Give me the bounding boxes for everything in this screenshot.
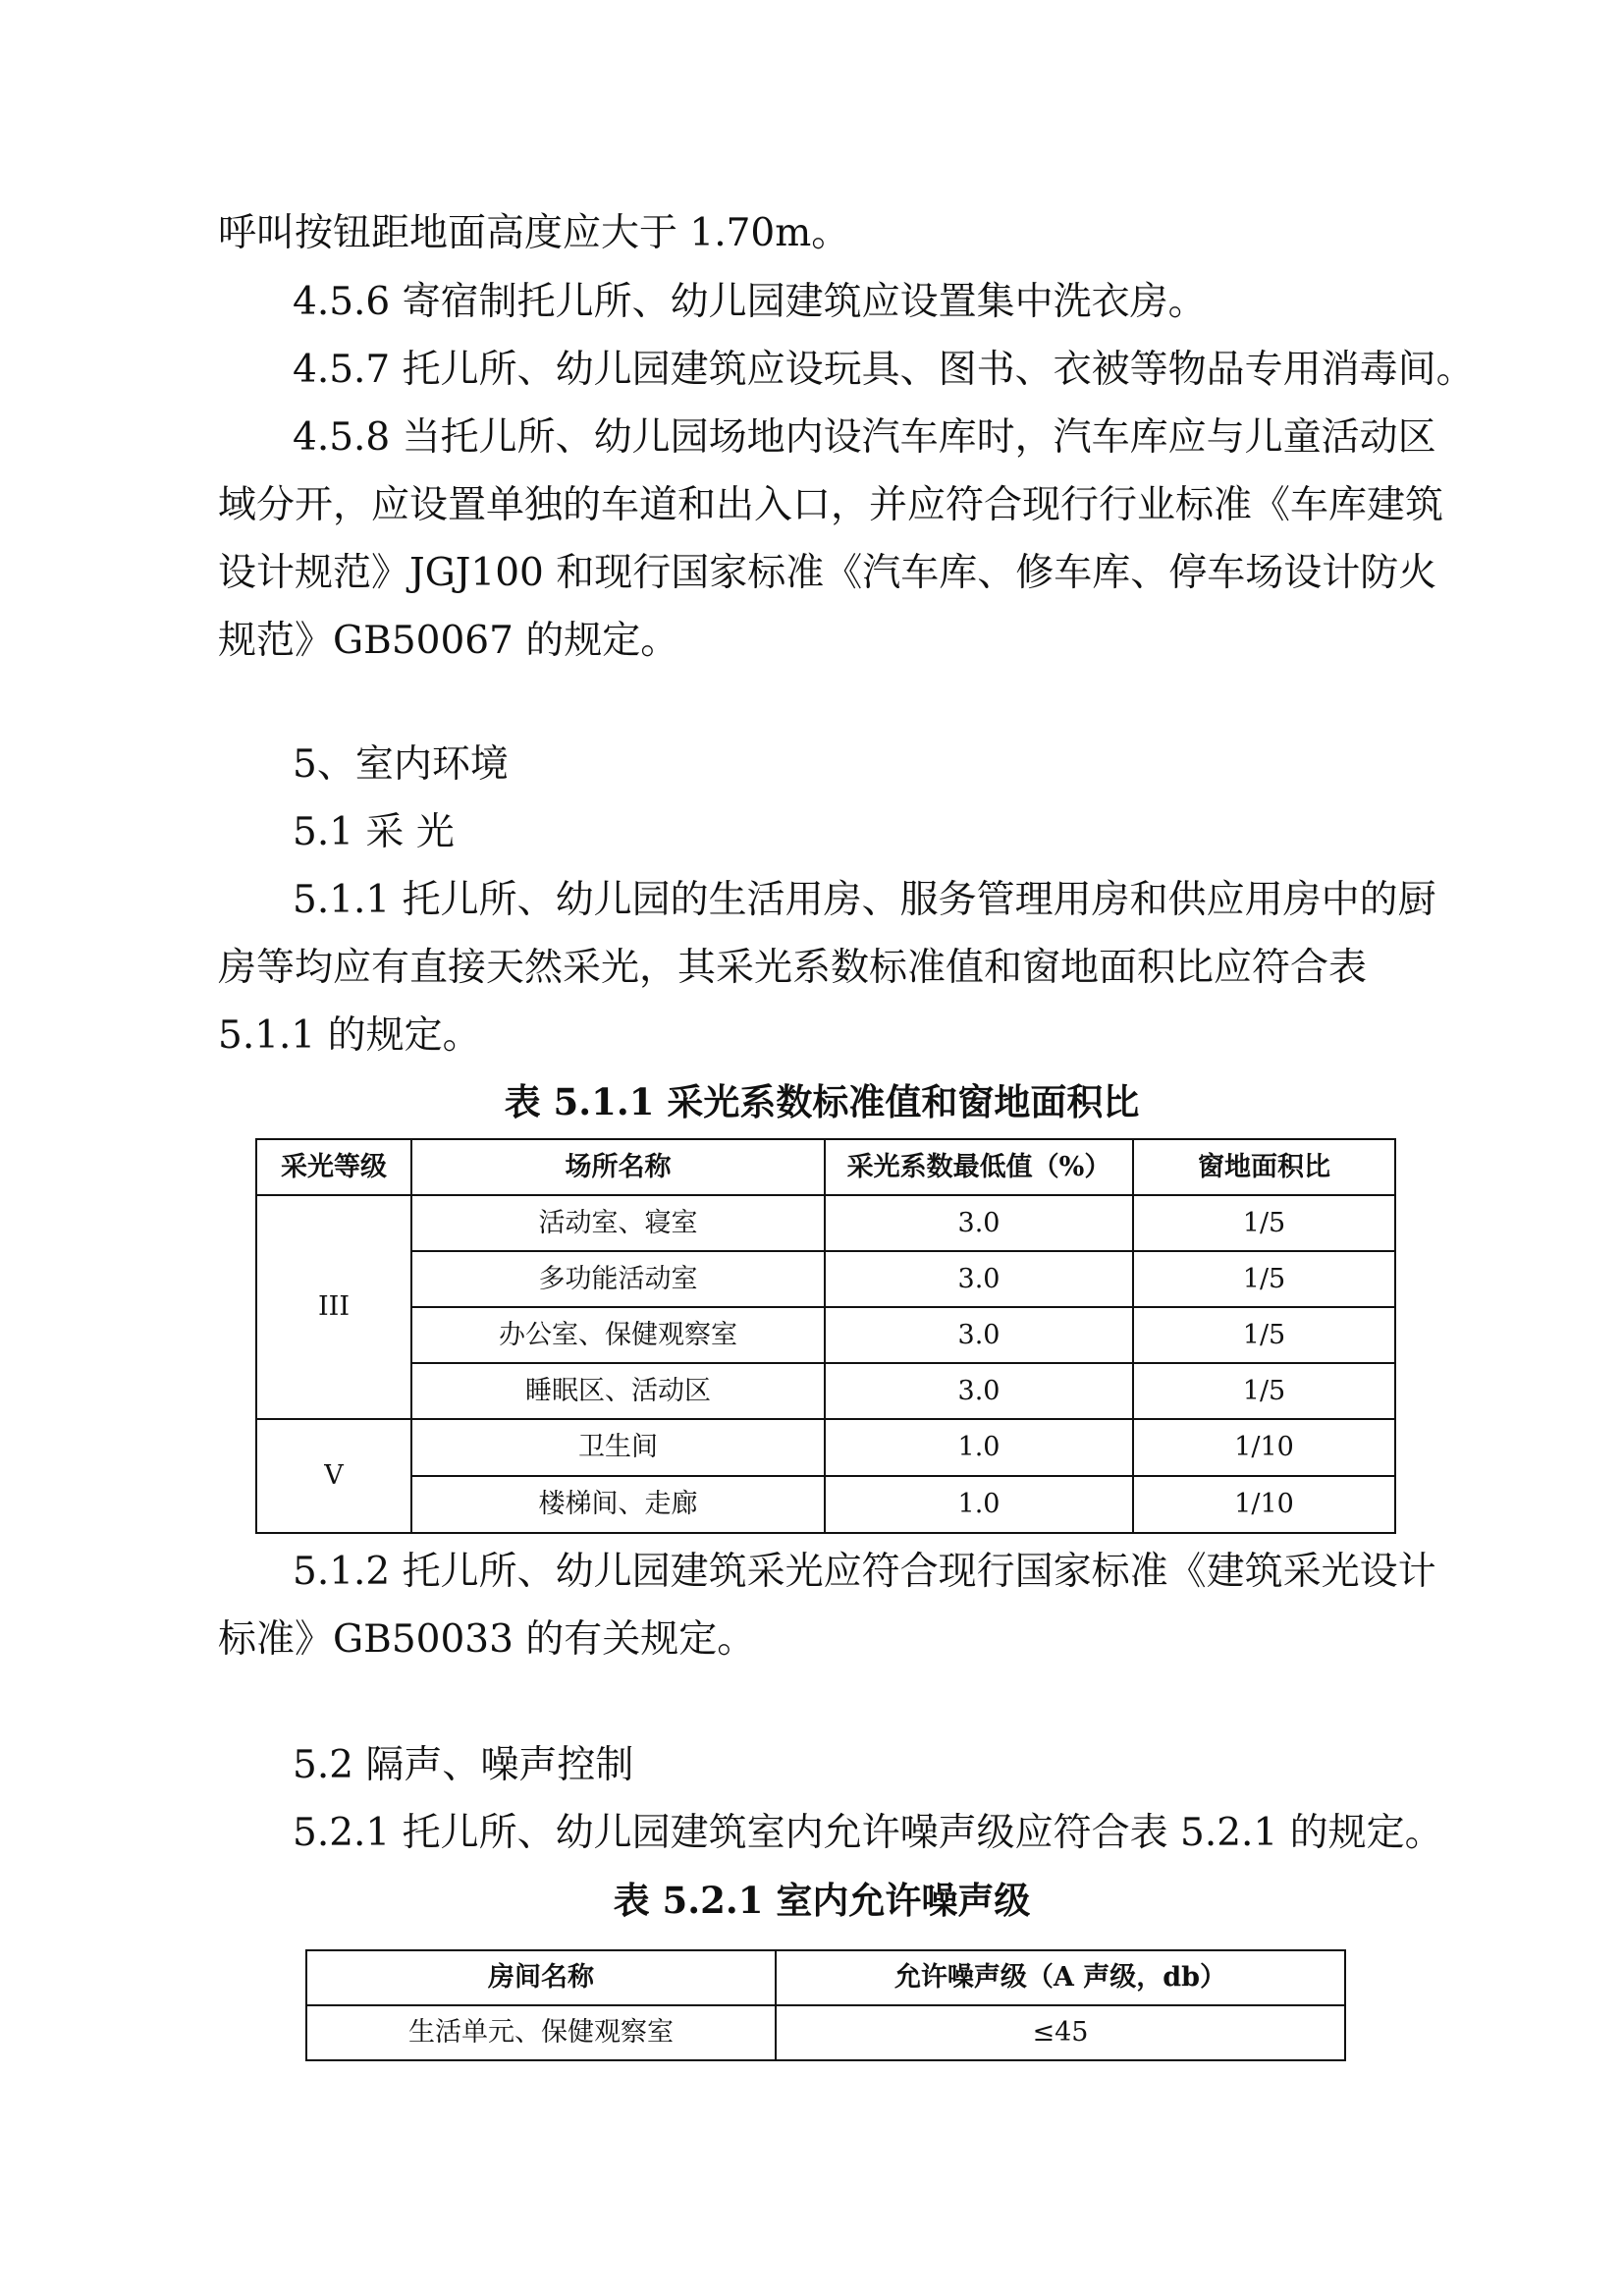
section-heading: 5、室内环境 xyxy=(293,742,509,787)
table-header-row xyxy=(306,1950,1345,2005)
coefficient-cell: 1.0 xyxy=(825,1476,1133,1533)
table-row xyxy=(256,1195,1395,1251)
ratio-cell: 1/5 xyxy=(1133,1307,1395,1363)
paragraph-line: 呼叫按钮距地面高度应大于 1.70m。 xyxy=(218,211,850,255)
clause-5-1-1: 5.1.1 托儿所、幼儿园的生活用房、服务管理用房和供应用房中的厨 xyxy=(293,878,1436,922)
clause-5-1-2: 5.1.2 托儿所、幼儿园建筑采光应符合现行国家标准《建筑采光设计 xyxy=(293,1550,1436,1594)
table-caption: 表 5.2.1 室内允许噪声级 xyxy=(613,1879,1031,1922)
room-cell: 卫生间 xyxy=(411,1419,825,1476)
table-row xyxy=(256,1307,1395,1363)
ratio-cell: 1/10 xyxy=(1133,1419,1395,1476)
ratio-cell: 1/5 xyxy=(1133,1251,1395,1307)
level-cell: III xyxy=(256,1195,411,1419)
paragraph-line: 房等均应有直接天然采光，其采光系数标准值和窗地面积比应符合表 xyxy=(218,946,1368,990)
subsection-heading: 5.2 隔声、噪声控制 xyxy=(293,1743,634,1787)
coefficient-cell: 1.0 xyxy=(825,1419,1133,1476)
daylight-table xyxy=(255,1138,1396,1534)
header-cell: 采光等级 xyxy=(256,1139,411,1195)
clause-4-5-7: 4.5.7 托儿所、幼儿园建筑应设玩具、图书、衣被等物品专用消毒间。 xyxy=(293,348,1475,392)
level-cell: V xyxy=(256,1419,411,1533)
room-cell: 活动室、寝室 xyxy=(411,1195,825,1251)
clause-5-2-1: 5.2.1 托儿所、幼儿园建筑室内允许噪声级应符合表 5.2.1 的规定。 xyxy=(293,1811,1443,1855)
paragraph-line: 规范》GB50067 的规定。 xyxy=(218,619,679,663)
header-cell: 窗地面积比 xyxy=(1133,1139,1395,1195)
header-cell: 采光系数最低值（%） xyxy=(825,1139,1133,1195)
clause-4-5-6: 4.5.6 寄宿制托儿所、幼儿园建筑应设置集中洗衣房。 xyxy=(293,280,1207,324)
table-header-row xyxy=(256,1139,1395,1195)
ratio-cell: 1/5 xyxy=(1133,1363,1395,1419)
room-cell: 睡眠区、活动区 xyxy=(411,1363,825,1419)
paragraph-line: 5.1.1 的规定。 xyxy=(218,1013,481,1058)
clause-4-5-8: 4.5.8 当托儿所、幼儿园场地内设汽车库时，汽车库应与儿童活动区 xyxy=(293,415,1436,460)
room-cell: 生活单元、保健观察室 xyxy=(306,2005,776,2060)
header-cell: 允许噪声级（A 声级，db） xyxy=(776,1950,1345,2005)
table-row xyxy=(256,1476,1395,1533)
noise-limit-cell: ≤45 xyxy=(776,2005,1345,2060)
ratio-cell: 1/5 xyxy=(1133,1195,1395,1251)
header-cell: 房间名称 xyxy=(306,1950,776,2005)
noise-table xyxy=(305,1949,1346,2061)
paragraph-line: 标准》GB50033 的有关规定。 xyxy=(218,1617,756,1662)
table-row xyxy=(256,1419,1395,1476)
ratio-cell: 1/10 xyxy=(1133,1476,1395,1533)
coefficient-cell: 3.0 xyxy=(825,1307,1133,1363)
table-row xyxy=(256,1363,1395,1419)
table-row xyxy=(306,2005,1345,2060)
room-cell: 办公室、保健观察室 xyxy=(411,1307,825,1363)
table-row xyxy=(256,1251,1395,1307)
coefficient-cell: 3.0 xyxy=(825,1363,1133,1419)
paragraph-line: 域分开，应设置单独的车道和出入口，并应符合现行行业标准《车库建筑 xyxy=(218,483,1444,527)
table-caption: 表 5.1.1 采光系数标准值和窗地面积比 xyxy=(504,1080,1140,1123)
paragraph-line: 设计规范》JGJ100 和现行国家标准《汽车库、修车库、停车场设计防火 xyxy=(218,551,1437,595)
room-cell: 多功能活动室 xyxy=(411,1251,825,1307)
coefficient-cell: 3.0 xyxy=(825,1195,1133,1251)
coefficient-cell: 3.0 xyxy=(825,1251,1133,1307)
subsection-heading: 5.1 采 光 xyxy=(293,810,455,854)
room-cell: 楼梯间、走廊 xyxy=(411,1476,825,1533)
header-cell: 场所名称 xyxy=(411,1139,825,1195)
